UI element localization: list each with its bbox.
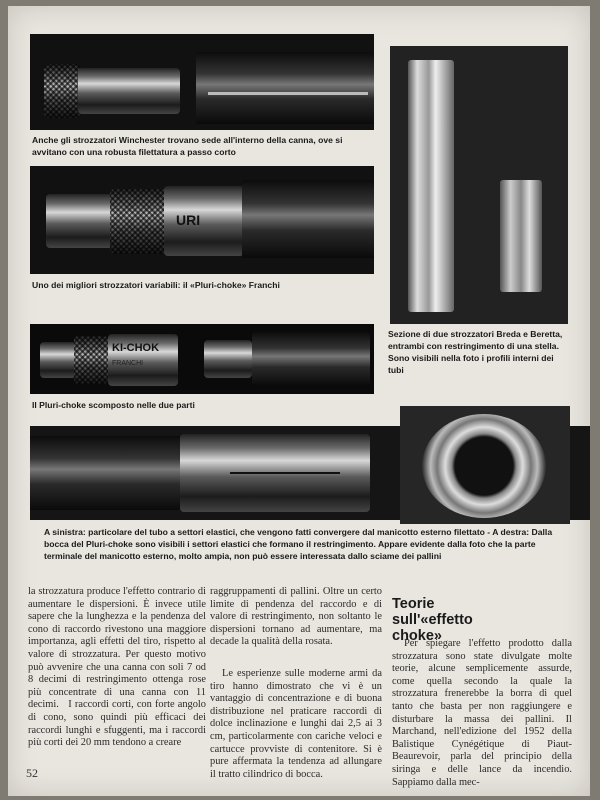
pluri-barrel [242, 180, 374, 258]
choke-knurled-ring [110, 188, 166, 254]
winchester-barrel [196, 52, 374, 124]
photo-winchester-chokes [30, 34, 374, 130]
text-column-2b: Le esperienze sulle moderne armi da tiro hanno dimostrato che vi è un vantaggio di concentrazione e di buona distribuzione nel praticare raccordi di dolce inclinazione e lunghi dai 2,5 ai 3 cm, particolarmente con cariche veloci e cartucce provviste di contenitore. Si è pure affermata la tendenza ad allungare il tratto cilindrico di bocca. [210, 668, 382, 780]
text-column-3: Per spiegare l'effetto prodotto dalla strozzatura sono state divulgate molte teorie, alcune semplicemente assurde, come quella secondo la quale la strozzatura frenerebbe la borra di quel tanto che basta per non raggiungere e disturbare la massa dei pallini. Il Marchand, nell'edizione del 1952 della Balistique Cynégétique di Piaut-Beaurevoir, parla del principio della siringa e delle lance da incendio. Sappiamo dalla mec- [392, 638, 572, 788]
sector-slot [230, 472, 340, 474]
muzzle-ring [422, 414, 546, 518]
caption-settori: A sinistra: particolare del tubo a settori elastici, che vengono fatti convergere dal manicotto esterno filettato - A destra: Dalla bocca del Pluri-choke sono visibili i settori elastici che formano il restringimento. Appare evidente dalla foto che la parte terminale del manicotto esterno, molto ampia, non può essere interessata dallo sciame dei pallini [44, 527, 553, 561]
beretta-tube [500, 180, 542, 292]
choke-small-label: FRANCHI [112, 360, 144, 367]
caption-breda-beretta: Sezione di due strozzatori Breda e Beretta, entrambi con restringimento di una stella. Sono visibili nella foto i profili interni dei tubi [388, 329, 563, 375]
text-column-2a: raggruppamenti di pallini. Oltre un certo limite di pendenza del raccordo e di valore di restringimento, non soltanto le dispersioni tornano ad aumentare, ma decade la qualità della rosata. [210, 586, 382, 648]
text-column-1: la strozzatura produce l'effetto contrario di aumentare le dispersioni. È invece utile sapere che la lunghezza e la pendenza del cono di raccordo rivestono una maggiore importanza, agli effetti del tiro, rispetto al valore di strozzatura. Per questo motivo può avvenire che una canna con soli 7 od 8 decimi di restringimento ottenga rose più concentrate di una canna con 11 decimi. I raccordi corti, con forte angolo di cono, sono quindi più efficaci dei raccordi lunghi e sfuggenti, ma i raccordi più corti dei 20 mm tendono a creare [28, 586, 206, 749]
sector-barrel [30, 436, 180, 510]
choke-label-2: KI-CHOK [112, 342, 160, 354]
winchester-choke-knurled [44, 64, 80, 118]
breda-tube [408, 60, 454, 312]
choke-front-tube [46, 194, 118, 248]
part-sectors [204, 340, 252, 378]
choke-label: URI [176, 212, 201, 228]
page-number: 52 [26, 766, 38, 780]
photo-breda-beretta [390, 46, 568, 324]
part-knurled [74, 336, 108, 384]
photo-muzzle [400, 406, 570, 524]
caption-winchester: Anche gli strozzatori Winchester trovano sede all'interno della canna, ove si avvitano con una robusta filettatura a passo corto [32, 135, 343, 157]
magazine-page [8, 6, 590, 796]
section-heading: Teorie sull'«effetto choke» [392, 596, 473, 644]
photo-pluri-choke [30, 166, 374, 274]
caption-scomposto: Il Pluri-choke scomposto nelle due parti [32, 400, 195, 410]
photo-pluri-disassembled [30, 324, 374, 394]
part-front [40, 342, 76, 378]
part-labeled [108, 334, 178, 386]
caption-pluri-choke: Uno dei migliori strozzatori variabili: il «Pluri-choke» Franchi [32, 280, 280, 290]
choke-sleeve [164, 186, 244, 256]
winchester-choke-body [78, 68, 180, 114]
part-barrel [252, 332, 370, 386]
barrel-highlight [208, 92, 368, 95]
